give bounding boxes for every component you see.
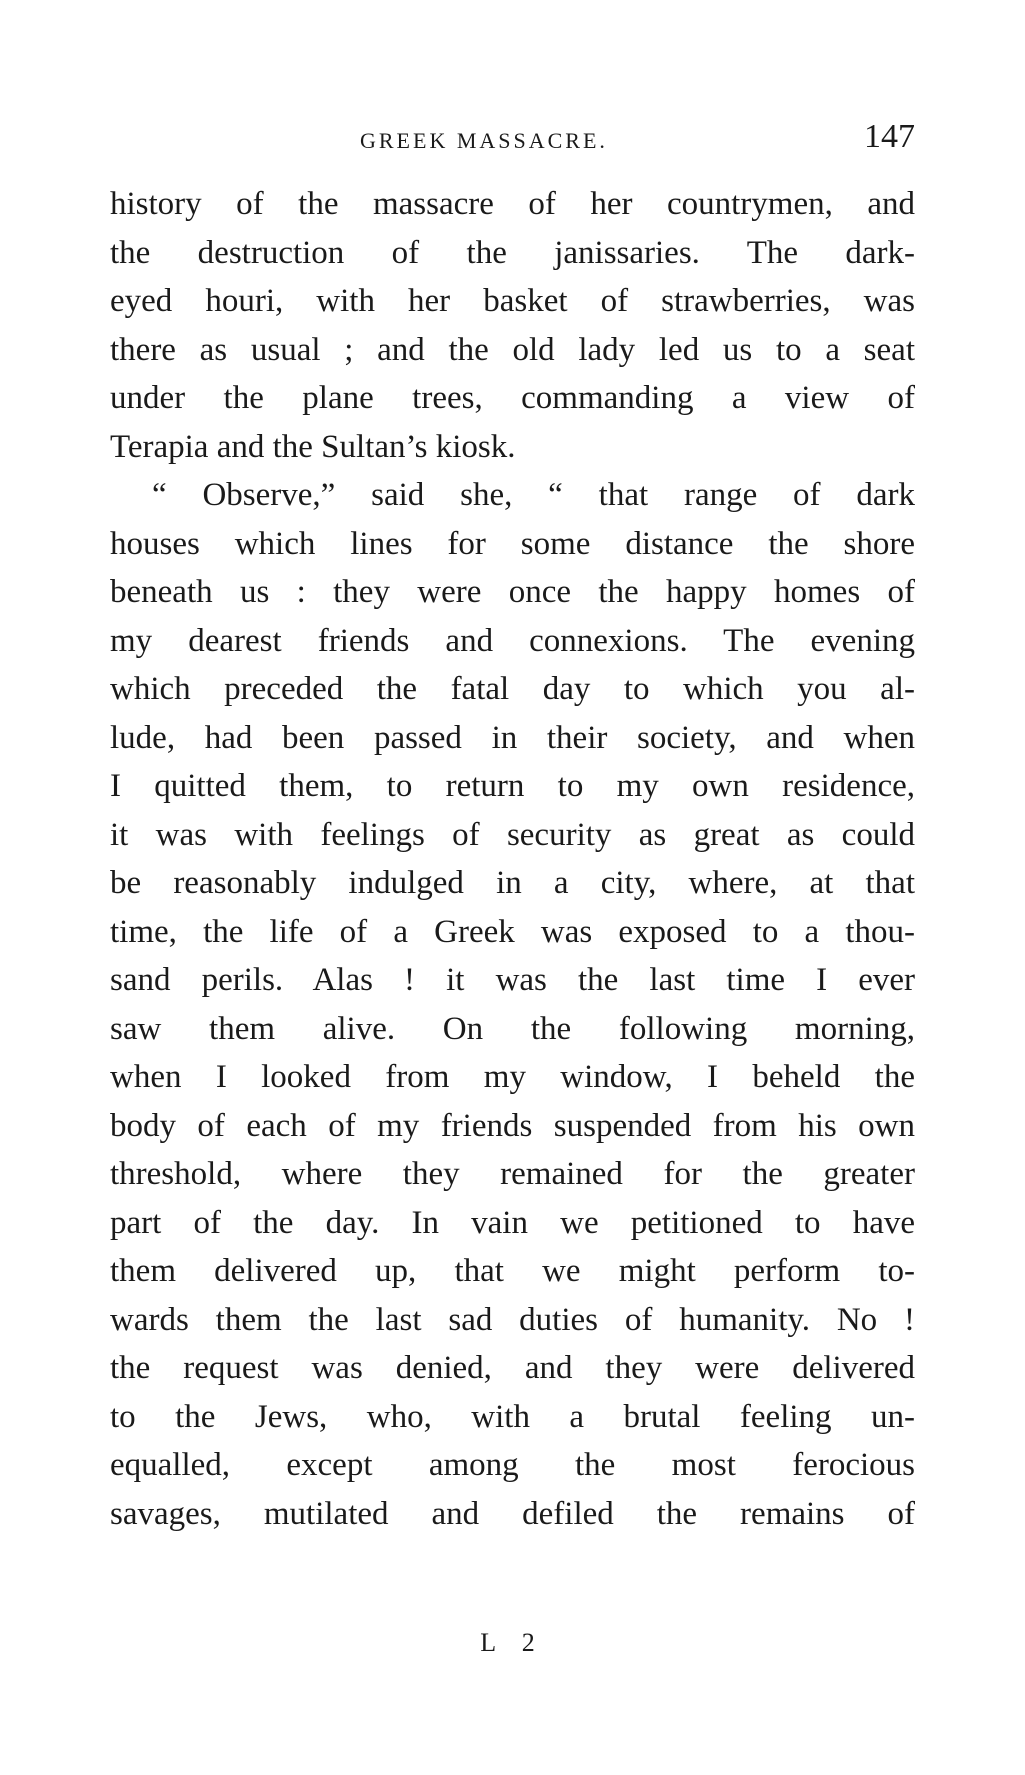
text-line: under the plane trees, commanding a view of <box>110 380 915 416</box>
text-line: there as usual ; and the old lady led us to a seat <box>110 331 915 368</box>
running-head <box>0 118 1025 158</box>
text-line: body of each of my friends suspended from his own <box>110 1107 915 1144</box>
text-line: them delivered up, that we might perform to- <box>110 1253 915 1289</box>
text-line: lude, had been passed in their society, and when <box>110 719 915 756</box>
text-line: I quitted them, to return to my own residence, <box>110 768 915 804</box>
text-line: time, the life of a Greek was exposed to a thou- <box>110 913 915 950</box>
text-line: be reasonably indulged in a city, where, at that <box>110 865 915 901</box>
text-line: saw them alive. On the following morning, <box>110 1010 915 1047</box>
text-line: my dearest friends and connexions. The evening <box>110 622 915 659</box>
text-line: equalled, except among the most ferocious <box>110 1447 915 1483</box>
body-text <box>110 180 915 1538</box>
text-line: to the Jews, who, with a brutal feeling un- <box>110 1398 915 1435</box>
text-line: the destruction of the janissaries. The dark- <box>110 234 915 271</box>
text-line: which preceded the fatal day to which you al- <box>110 671 915 707</box>
text-line: part of the day. In vain we petitioned to have <box>110 1204 915 1241</box>
text-line: history of the massacre of her countrymen, and <box>110 186 915 222</box>
text-line: beneath us : they were once the happy homes of <box>110 574 915 610</box>
text-line: houses which lines for some distance the shore <box>110 525 915 562</box>
text-line: savages, mutilated and defiled the remains of <box>110 1495 915 1532</box>
text-line: eyed houri, with her basket of strawberries, was <box>110 283 915 319</box>
text-line: Terapia and the Sultan’s kiosk. <box>110 428 516 465</box>
text-line: it was with feelings of security as great as could <box>110 816 915 853</box>
running-title: GREEK MASSACRE. <box>360 128 608 153</box>
text-line: the request was denied, and they were delivered <box>110 1350 915 1386</box>
text-line: wards them the last sad duties of humanity. No ! <box>110 1301 915 1338</box>
page-number: 147 <box>864 118 915 155</box>
text-line: when I looked from my window, I beheld the <box>110 1059 915 1095</box>
text-line: threshold, where they remained for the greater <box>110 1156 915 1192</box>
signature-mark: L 2 <box>480 1628 545 1657</box>
text-line: “ Observe,” said she, “ that range of dark <box>152 477 915 513</box>
text-line: sand perils. Alas ! it was the last time I ever <box>110 962 915 998</box>
